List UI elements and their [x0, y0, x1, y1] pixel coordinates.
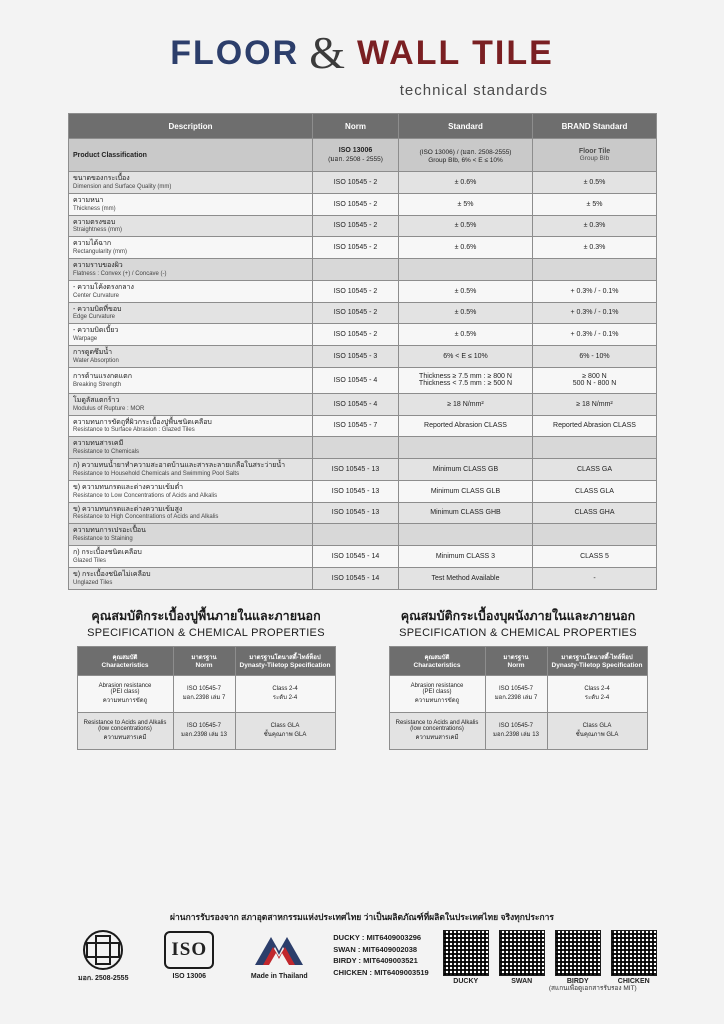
table-row	[69, 193, 657, 215]
table-row	[69, 415, 657, 437]
row-norm: ISO 10545 - 4	[313, 393, 399, 415]
row-norm: ISO 10545 - 2	[313, 193, 399, 215]
row-description: - ความบิดเบี้ยว Warpage	[69, 324, 313, 346]
spec-col-header: มาตรฐาน Norm	[173, 646, 235, 675]
row-norm: ISO 10545 - 13	[313, 502, 399, 524]
row-description: การดูดซึมน้ำ Water Absorption	[69, 346, 313, 368]
row-standard	[399, 524, 533, 546]
table-row	[69, 324, 657, 346]
table-row	[69, 302, 657, 324]
spec-table	[389, 646, 648, 750]
row-standard: Reported Abrasion CLASS	[399, 415, 533, 437]
ampersand-icon: &	[309, 27, 347, 78]
spec-col-header: คุณสมบัติ Characteristics	[77, 646, 173, 675]
row-brand-standard: CLASS 5	[533, 546, 657, 568]
row-standard	[399, 259, 533, 281]
spec-col-header: มาตรฐานโดนาสตี้-ไทล์ท็อป Dynasty-Tiletop Specification	[547, 646, 647, 675]
mit-code: BIRDY : MIT6409003521	[333, 956, 418, 966]
row-standard: Minimum CLASS 3	[399, 546, 533, 568]
row-description: ข) ความทนกรดและด่างความเข้มต่ำ Resistance to Low Concentrations of Acids and Alkalis	[69, 480, 313, 502]
table-row	[69, 393, 657, 415]
qr-code-label: BIRDY	[566, 978, 589, 985]
spec-row	[77, 712, 335, 749]
qr-code-group	[443, 928, 657, 985]
iso-mark-caption: ISO 13006	[172, 973, 206, 980]
table-row	[69, 172, 657, 194]
row-description: ข) กระเบื้องชนิดไม่เคลือบ Unglazed Tiles	[69, 567, 313, 589]
qr-code-icon[interactable]	[555, 930, 601, 976]
mit-code: CHICKEN : MIT6409003519	[333, 967, 429, 977]
row-brand-standard: + 0.3% / - 0.1%	[533, 280, 657, 302]
row-norm: ISO 10545 - 2	[313, 324, 399, 346]
table-header-row	[69, 114, 657, 139]
col-header-standard: Standard	[399, 114, 533, 139]
row-standard: ± 0.6%	[399, 237, 533, 259]
spec-norm: ISO 10545-7 มอก.2398 เล่ม 13	[485, 712, 547, 749]
row-description: ความได้ฉาก Rectangularity (mm)	[69, 237, 313, 259]
row-norm: ISO 10545 - 7	[313, 415, 399, 437]
qr-code-icon[interactable]	[611, 930, 657, 976]
row-norm: ISO 10545 - 14	[313, 567, 399, 589]
mit-code: SWAN : MIT6409002038	[333, 944, 418, 954]
made-in-thailand-mark	[239, 928, 319, 980]
spec-norm: ISO 10545-7 มอก.2398 เล่ม 7	[173, 675, 235, 712]
spec-title-th: คุณสมบัติกระเบื้องบุผนังภายในและภายนอก	[400, 608, 636, 623]
classification-standard: (ISO 13006) / (มอก. 2508-2555) Group BIb, 6% < E ≤ 10%	[399, 139, 533, 172]
row-brand-standard: + 0.3% / - 0.1%	[533, 302, 657, 324]
table-row	[69, 524, 657, 546]
row-brand-standard	[533, 524, 657, 546]
made-in-thailand-caption: Made in Thailand	[250, 973, 308, 980]
spec-title-th: คุณสมบัติกระเบื้องปูพื้นภายในและภายนอก	[91, 608, 321, 623]
qr-code-label: DUCKY	[453, 978, 479, 985]
mit-code: DUCKY : MIT6409003296	[333, 933, 422, 942]
scan-note: (สแกนเพื่อดูเอกสารรับรอง MIT)	[548, 985, 637, 992]
table-row	[69, 346, 657, 368]
table-row	[69, 237, 657, 259]
footer-certification-note: ผ่านการรับรองจาก สภาอุตสาหกรรมแห่งประเทศไทย ว่าเป็นผลิตภัณฑ์ที่ผลิตในประเทศไทย จริงทุกประการ	[170, 912, 554, 922]
row-standard: Minimum CLASS GLB	[399, 480, 533, 502]
spec-characteristic: Abrasion resistance (PEI class) ความทนการขัดถู	[389, 675, 485, 712]
logo-subtitle: technical standards	[399, 82, 548, 99]
qr-code-item[interactable]	[611, 930, 657, 985]
row-brand-standard: ± 0.3%	[533, 237, 657, 259]
row-brand-standard: CLASS GA	[533, 459, 657, 481]
spec-col-header: มาตรฐาน Norm	[485, 646, 547, 675]
row-standard: Minimum CLASS GHB	[399, 502, 533, 524]
row-brand-standard: Reported Abrasion CLASS	[533, 415, 657, 437]
row-description: ขนาดของกระเบื้อง Dimension and Surface Quality (mm)	[69, 172, 313, 194]
spec-characteristic: Resistance to Acids and Alkalis (low concentrations) ความทนสารเคมี	[77, 712, 173, 749]
technical-standards-table	[68, 113, 657, 590]
spec-col-header: คุณสมบัติ Characteristics	[389, 646, 485, 675]
classification-norm: ISO 13006 (มอก. 2508 - 2555)	[313, 139, 399, 172]
logo-word-wall-tile: WALL TILE	[356, 33, 554, 72]
iso-icon: ISO	[164, 931, 214, 969]
row-description: ข) ความทนกรดและด่างความเข้มสูง Resistance to High Concentrations of Acids and Alkalis	[69, 502, 313, 524]
spec-title-en: SPECIFICATION & CHEMICAL PROPERTIES	[87, 626, 325, 639]
row-norm: ISO 10545 - 2	[313, 215, 399, 237]
row-brand-standard	[533, 437, 657, 459]
col-header-norm: Norm	[313, 114, 399, 139]
spec-characteristic: Resistance to Acids and Alkalis (low concentrations) ความทนสารเคมี	[389, 712, 485, 749]
classification-brand: Floor Tile Group BIb	[533, 139, 657, 172]
row-norm: ISO 10545 - 2	[313, 237, 399, 259]
row-standard: ± 0.5%	[399, 302, 533, 324]
row-brand-standard: CLASS GLA	[533, 480, 657, 502]
spec-row	[389, 675, 647, 712]
table-row	[69, 480, 657, 502]
table-row	[69, 502, 657, 524]
row-brand-standard: ≥ 18 N/mm²	[533, 393, 657, 415]
qr-code-label: CHICKEN	[617, 978, 650, 985]
specification-block	[61, 606, 351, 750]
row-standard: Thickness ≥ 7.5 mm : ≥ 800 N Thickness < 7.5 mm : ≥ 500 N	[399, 367, 533, 393]
mit-code-list	[333, 928, 428, 979]
row-brand-standard: ≥ 800 N 500 N - 800 N	[533, 367, 657, 393]
brand-logo	[0, 0, 724, 99]
table-row	[69, 280, 657, 302]
row-norm: ISO 10545 - 14	[313, 546, 399, 568]
product-classification-row	[69, 139, 657, 172]
page-footer	[0, 906, 724, 1024]
row-description: ความทนการเปรอะเปื้อน Resistance to Staining	[69, 524, 313, 546]
row-norm: ISO 10545 - 3	[313, 346, 399, 368]
table-row	[69, 437, 657, 459]
row-standard: Test Method Available	[399, 567, 533, 589]
table-row	[69, 215, 657, 237]
row-standard: ± 5%	[399, 193, 533, 215]
spec-value: Class 2-4 ระดับ 2-4	[235, 675, 335, 712]
row-norm: ISO 10545 - 2	[313, 280, 399, 302]
row-description: ก) ความทนน้ำยาทำความสะอาดบ้านและสารละลายเกลือในสระว่ายน้ำ Resistance to Household Chemicals and Swimming Pool Salts	[69, 459, 313, 481]
row-brand-standard: ± 0.3%	[533, 215, 657, 237]
spec-row	[77, 675, 335, 712]
row-brand-standard	[533, 259, 657, 281]
classification-desc: Product Classification	[69, 139, 313, 172]
col-header-brand-standard: BRAND Standard	[533, 114, 657, 139]
table-row	[69, 567, 657, 589]
spec-value: Class GLA ชั้นคุณภาพ GLA	[547, 712, 647, 749]
spec-header-row	[77, 646, 335, 675]
spec-norm: ISO 10545-7 มอก.2398 เล่ม 7	[485, 675, 547, 712]
iso-mark	[153, 928, 225, 980]
row-description: - ความบิดที่ขอบ Edge Curvature	[69, 302, 313, 324]
tis-standard-icon	[83, 930, 123, 970]
spec-title-en: SPECIFICATION & CHEMICAL PROPERTIES	[399, 626, 637, 639]
row-standard: 6% < E ≤ 10%	[399, 346, 533, 368]
row-norm	[313, 437, 399, 459]
row-standard: ≥ 18 N/mm²	[399, 393, 533, 415]
qr-code-item[interactable]	[443, 930, 489, 985]
row-brand-standard: -	[533, 567, 657, 589]
row-norm	[313, 524, 399, 546]
row-norm: ISO 10545 - 2	[313, 172, 399, 194]
row-standard: Minimum CLASS GB	[399, 459, 533, 481]
qr-code-item[interactable]	[499, 930, 545, 985]
spec-value: Class GLA ชั้นคุณภาพ GLA	[235, 712, 335, 749]
row-norm: ISO 10545 - 2	[313, 302, 399, 324]
row-brand-standard: 6% - 10%	[533, 346, 657, 368]
specification-block	[373, 606, 663, 750]
main-table-wrapper	[68, 113, 656, 590]
row-norm: ISO 10545 - 13	[313, 459, 399, 481]
row-standard: ± 0.5%	[399, 280, 533, 302]
spec-norm: ISO 10545-7 มอก.2398 เล่ม 13	[173, 712, 235, 749]
spec-header-row	[389, 646, 647, 675]
table-body	[69, 139, 657, 590]
spec-table	[77, 646, 336, 750]
row-description: - ความโค้งตรงกลาง Center Curvature	[69, 280, 313, 302]
specification-blocks	[58, 606, 666, 750]
row-standard: ± 0.5%	[399, 324, 533, 346]
tis-mark	[67, 928, 139, 984]
qr-code-item[interactable]	[555, 930, 601, 985]
row-description: ความทนสารเคมี Resistance to Chemicals	[69, 437, 313, 459]
qr-code-icon[interactable]	[499, 930, 545, 976]
row-standard	[399, 437, 533, 459]
table-row	[69, 546, 657, 568]
table-row	[69, 459, 657, 481]
row-norm: ISO 10545 - 4	[313, 367, 399, 393]
spec-value: Class 2-4 ระดับ 2-4	[547, 675, 647, 712]
row-description: โมดูลัสแตกร้าว Modulus of Rupture : MOR	[69, 393, 313, 415]
row-description: ความทนการขัดถูที่ผิวกระเบื้องปูพื้นชนิดเคลือบ Resistance to Surface Abrasion : Glazed Tiles	[69, 415, 313, 437]
row-description: การต้านแรงกดแตก Breaking Strength	[69, 367, 313, 393]
qr-code-icon[interactable]	[443, 930, 489, 976]
table-row	[69, 367, 657, 393]
row-brand-standard: CLASS GHA	[533, 502, 657, 524]
logo-word-floor: FLOOR	[170, 33, 300, 72]
col-header-description: Description	[69, 114, 313, 139]
row-description: ความหนา Thickness (mm)	[69, 193, 313, 215]
row-brand-standard: + 0.3% / - 0.1%	[533, 324, 657, 346]
thailand-flag-icon	[248, 930, 310, 970]
tis-mark-caption: มอก. 2508-2555	[78, 975, 129, 982]
table-row	[69, 259, 657, 281]
spec-characteristic: Abrasion resistance (PEI class) ความทนการขัดถู	[77, 675, 173, 712]
spec-col-header: มาตรฐานโดนาสตี้-ไทล์ท็อป Dynasty-Tiletop Specification	[235, 646, 335, 675]
qr-code-label: SWAN	[511, 978, 533, 985]
row-brand-standard: ± 5%	[533, 193, 657, 215]
row-description: ความตรงขอบ Straightness (mm)	[69, 215, 313, 237]
row-standard: ± 0.5%	[399, 215, 533, 237]
row-description: ความราบของผิว Flatness : Convex (+) / Concave (-)	[69, 259, 313, 281]
spec-row	[389, 712, 647, 749]
row-description: ก) กระเบื้องชนิดเคลือบ Glazed Tiles	[69, 546, 313, 568]
row-norm	[313, 259, 399, 281]
row-norm: ISO 10545 - 13	[313, 480, 399, 502]
row-standard: ± 0.6%	[399, 172, 533, 194]
row-brand-standard: ± 0.5%	[533, 172, 657, 194]
